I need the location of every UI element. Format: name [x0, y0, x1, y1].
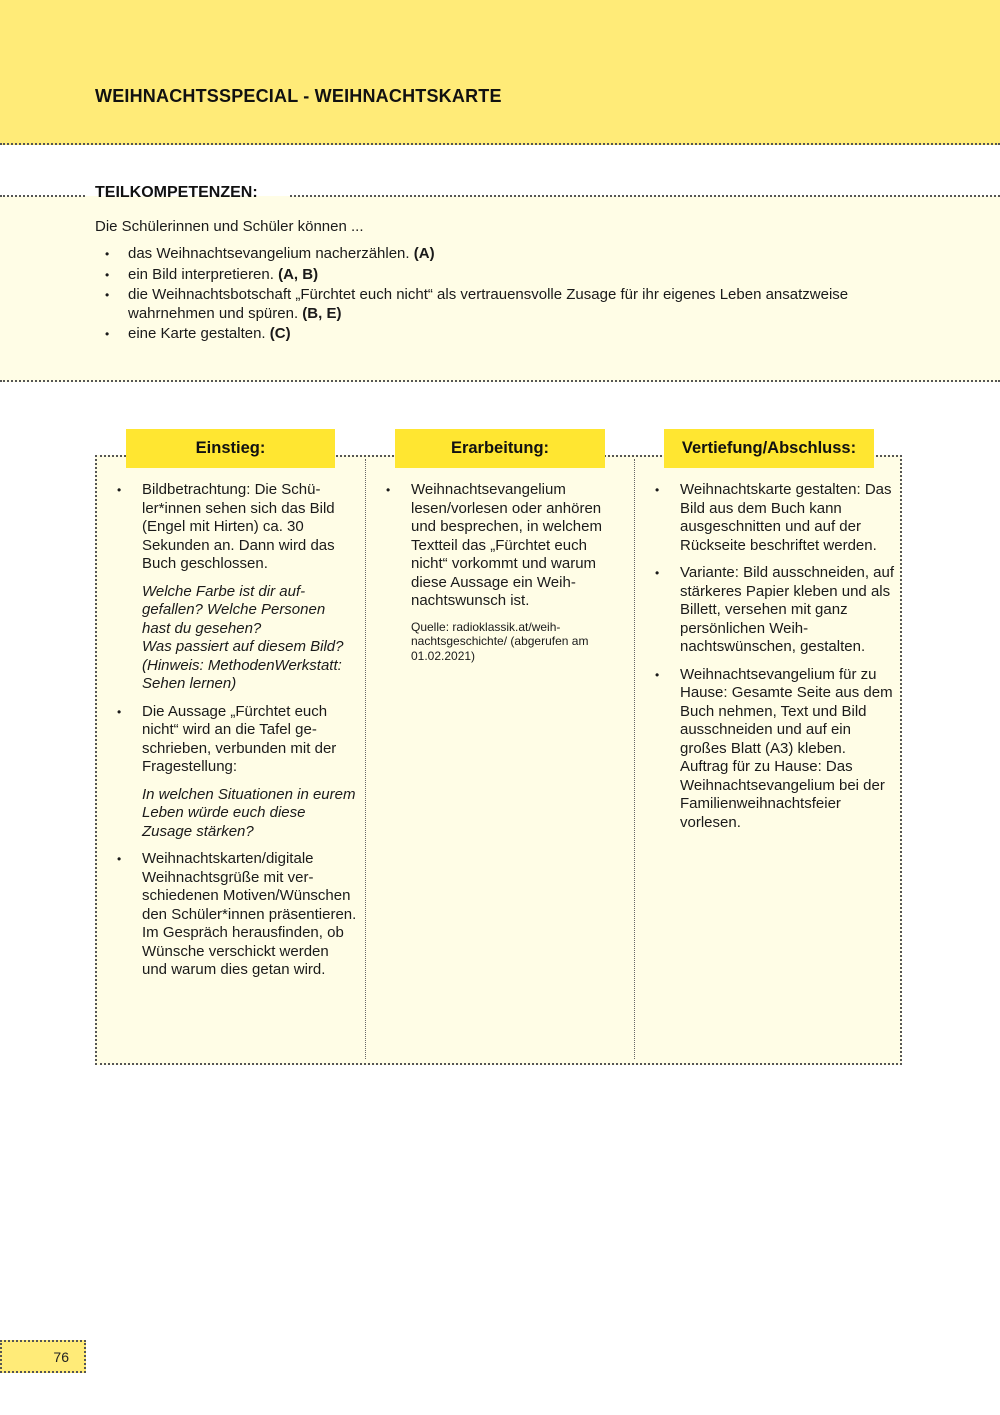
- competency-item: • das Weihnachtsevangelium nacherzählen. (A): [105, 245, 865, 264]
- vertiefung-heading: Vertiefung/Abschluss:: [664, 429, 874, 468]
- competencies-list: [105, 245, 865, 346]
- vertiefung-column: [655, 481, 897, 841]
- list-item: [386, 481, 626, 663]
- column-divider: [634, 459, 635, 1059]
- column-divider: [365, 459, 366, 1059]
- guiding-question: In welchen Situationen in eurem Leben würde euch diese Zusage stärken?: [142, 785, 356, 840]
- guiding-question: Welche Farbe ist dir aufgefallen? Welche Personen hast du gesehen? Was passiert auf diesem Bild? (Hinweis: MethodenWerkstatt: Sehen lernen): [142, 582, 344, 692]
- competencies-heading: TEILKOMPETENZEN:: [95, 184, 258, 201]
- page-title: WEIHNACHTSSPECIAL - WEIHNACHTSKARTE: [95, 86, 502, 106]
- list-item: [117, 481, 357, 694]
- einstieg-column: [117, 481, 357, 989]
- list-item: [655, 481, 897, 555]
- list-item: [117, 703, 357, 842]
- list-item: [655, 564, 897, 657]
- competencies-intro: Die Schülerinnen und Schüler können ...: [95, 218, 364, 235]
- item-text: • Weihnachtskarten/digitale Weihnachtsgrüße mit verschiedenen Motiven/Wünschen den Schüler*innen präsentieren. Im Gespräch herausfinden, ob Wünsche verschickt werden und warum dies getan wird.: [142, 850, 357, 978]
- item-text: • Die Aussage „Fürchtet euch nicht“ wird an die Tafel geschrieben, verbunden mit der Fragestellung:: [142, 702, 337, 775]
- competency-item: • ein Bild interpretieren. (A, B): [105, 266, 865, 285]
- item-text: • Weihnachtsevangelium für zu Hause: Gesamte Seite aus dem Buch nehmen, Text und Bild ausschneiden und auf ein großes Blatt (A3) kleben. Auftrag für zu Hause: Das Weihnachtsevangelium bei der Familienweihnachtsfeier vorlesen.: [680, 665, 893, 831]
- competencies-divider-left: [0, 195, 85, 197]
- competency-item: • eine Karte gestalten. (C): [105, 325, 865, 344]
- list-item: [655, 666, 897, 833]
- list-item: [117, 850, 357, 980]
- source-note: Quelle: radioklassik.at/weihnachtsgeschichte/ (abgerufen am 01.02.2021): [411, 619, 589, 663]
- page-number: 76: [0, 1340, 86, 1373]
- item-text: • Weihnachtskarte gestalten: Das Bild aus dem Buch kann ausgeschnitten und auf der Rückseite beschriftet werden.: [680, 481, 892, 554]
- item-text: • Bildbetrachtung: Die Schüler*innen sehen sich das Bild (Engel mit Hirten) ca. 30 Sekunden an. Dann wird das Buch geschlossen.: [142, 481, 335, 572]
- item-text: • Variante: Bild ausschneiden, auf stärkeres Papier kleben und als Billett, versehen mit ganz persönlichen Weihnachtswünschen, gestalten.: [680, 564, 895, 655]
- item-text: • Weihnachtsevangelium lesen/vorlesen oder anhören und besprechen, in welchem Textteil das „Fürchtet euch nicht“ vorkommt und warum diese Aussage ein Weihnachtswunsch ist.: [411, 481, 602, 609]
- header-band: [0, 0, 1000, 145]
- competency-item: • die Weihnachtsbotschaft „Fürchtet euch nicht“ als vertrauensvolle Zusage für ihr eigenes Leben ansatzweise wahrnehmen und spüren. (B, E): [105, 286, 865, 323]
- competencies-divider-right: [290, 195, 1000, 197]
- erarbeitung-heading: Erarbeitung:: [395, 429, 605, 468]
- erarbeitung-column: [386, 481, 626, 672]
- einstieg-heading: Einstieg:: [126, 429, 335, 468]
